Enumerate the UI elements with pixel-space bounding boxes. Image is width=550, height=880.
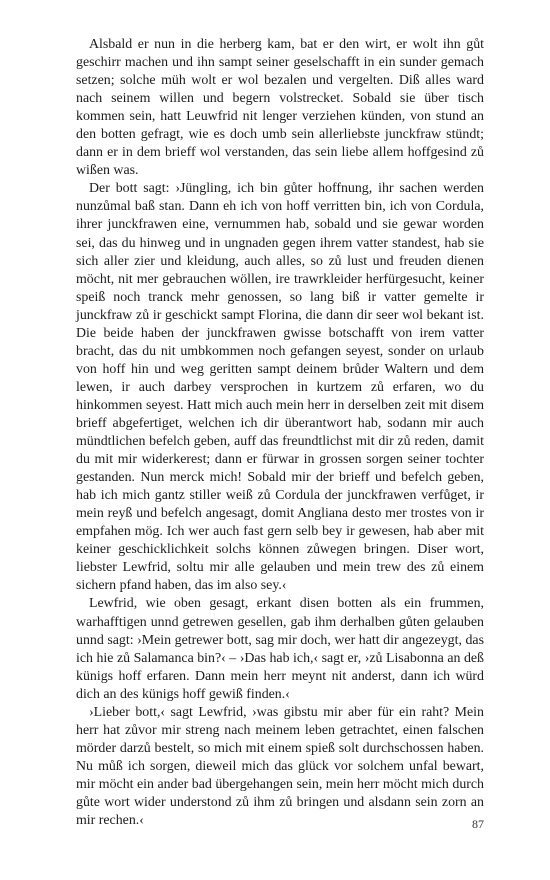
- paragraph-bott-speech: Der bott sagt: ›Jüngling, ich bin gůter hoffnung, ihr sachen werden nunzůmal baß stan. Dann eh ich von hoff verritten bin, ich von Cordula, ihrer junckfrawen eine, vernummen hab, sobald und sie gewar worden sei, das du hinweg und in ungnaden gegen ihrem vatter standest, hab sie sich aller zier und kleidung, auch alles, so zů lust und freuden dienen möcht, nit mer gebrauchen wöllen, ire trawrkleider herfürgesucht, keiner speiß noch tranck mehr genossen, so lang biß ir vatter gemelte ir junckfraw zů ir geschickt sampt Florina, die dann dir seer wol bekant ist. Die beide haben der junckfrawen gwisse botschafft von irem vatter bracht, das du nit umbkommen noch gefangen seyest, sonder on urlaub von hoff hin und weg geritten sampt deinem brůder Waltern und dem lewen, ir auch darbey versprochen in kurtzem zů erfaren, wo du hinkommen seyest. Hatt mich auch mein herr in derselben zeit mit disem brieff abgefertiget, welchen ich dir überantwort hab, sodann mir auch mündtlichen befelch geben, auff das freundtlichst mit dir zů reden, damit du mit mir widerkerest; dann er fürwar in grossen sorgen seiner tochter gestanden. Nun merck mich! Sobald mir der brieff und befelch geben, hab ich mich gantz stiller weiß zů Cordula der junckfrawen verfůget, ir mein reyß und befelch angesagt, domit Angliana desto mer trostes von ir empfahen mög. Ich wer auch fast gern selb bey ir gewesen, hab aber mit keiner geschicklichkeit solchs können zůwegen bringen. Diser wort, liebster Lewfrid, soltu mir alle gelauben und mein trew des zů einem sichern pfand haben, das im also sey.‹: [76, 181, 484, 594]
- paragraph-herberg: Alsbald er nun in die herberg kam, bat er den wirt, er wolt ihn gůt geschirr machen und ihn sampt seiner geselschafft in ein sunder gemach setzen; solche müh wolt er wol bezalen und vergelten. Diß alles ward nach seinem willen und begern volstrecket. Sobald sie über tisch kommen sein, hatt Leuwfrid nit lenger verziehen künden, von stund an den botten gefragt, wie es doch umb sein allerliebste junckfraw stündt; dann er in dem brieff wol verstanden, das sein liebe allem hoffgesind zů wißen was.: [76, 37, 484, 179]
- page-number: 87: [472, 817, 484, 831]
- paragraph-lieber-bott: ›Lieber bott,‹ sagt Lewfrid, ›was gibstu mir aber für ein raht? Mein herr hat zůvor mir streng nach meinem leben getrachtet, einen falschen mörder darzů bestelt, so mich mit einem spieß solt durchschossen haben. Nu můß ich sorgen, dieweil mich das glück vor solchem unfal bewart, mir möcht ein ander bad übergehangen sein, mein herr möcht mich durch gůte wort wider understond zů ihm zů bringen und alsdann sein zorn an mir rechen.‹: [76, 704, 484, 829]
- paragraph-lewfrid-answer: Lewfrid, wie oben gesagt, erkant disen botten als ein frummen, warhafftigen unnd getrewen gesellen, gab ihm derhalben gůten gelauben unnd sagt: ›Mein getrewer bott, sag mir doch, wer hatt dir angezeygt, das ich hie zů Salamanca bin?‹ – ›Das hab ich,‹ sagt er, ›zů Lisabonna an deß künigs hoff erfaren. Dann mein herr meynt nit anderst, dann ich würd dich an des künigs hoff gewiß finden.‹: [76, 596, 484, 702]
- book-page-body: [76, 36, 484, 830]
